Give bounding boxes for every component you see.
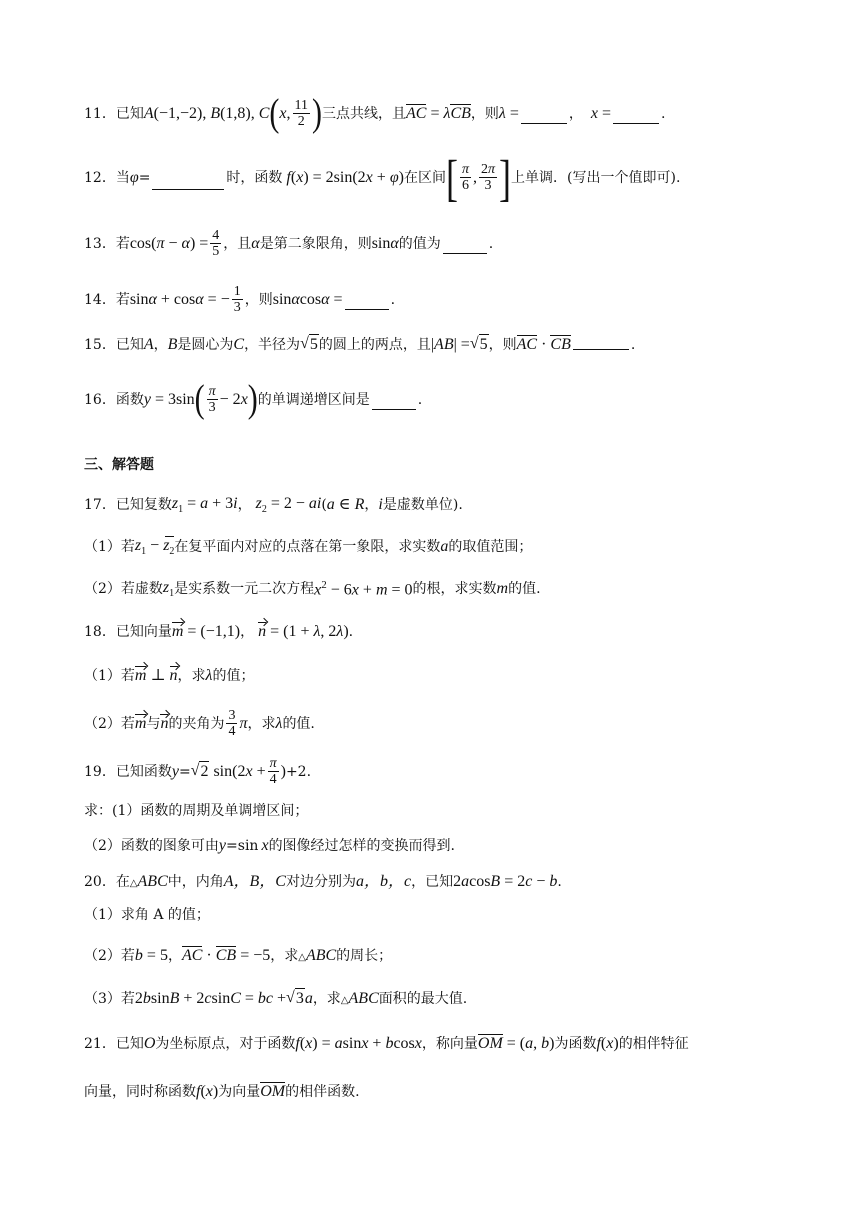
- problem-12: 12． 当 φ = 时，函数 f(x) = 2sin(2x + φ) 在区间 [ $\frac{\pi}{6}$ , $\frac{2\pi}{3}$ ] 上单调．(写出一个值即可).: [84, 150, 681, 206]
- problem-11: 11． 已知 A(−1,−2), B(1,8), C ( x, $\frac{11}{2}$ ) 三点共线，且 AC = λCB ，则 λ = ， x = .: [84, 92, 666, 136]
- answer-blank[interactable]: [613, 122, 659, 124]
- problem-number: 11．: [84, 106, 116, 123]
- problem-number: 21．: [84, 1036, 116, 1053]
- problem-18-part-2: （2）若 m 与 n 的夹角为 $\frac{3}{4}$ π ，求 λ 的值.: [84, 708, 315, 740]
- problem-number: 18．: [84, 624, 116, 641]
- problem-number: 20．: [84, 874, 116, 891]
- problem-17-part-2: （2）若虚数 $z_1$ 是实系数一元二次方程 $x^2 - 6x + m = 0$ 的根，求实数 m 的值.: [84, 579, 541, 600]
- answer-blank[interactable]: [573, 348, 629, 350]
- section-heading: 三、解答题: [84, 457, 154, 473]
- problem-20-part-1: （1）求角 A 的值；: [84, 907, 210, 923]
- math-points: A(−1,−2), B(1,8), C: [143, 104, 270, 122]
- problem-number: 15．: [84, 336, 116, 353]
- problem-number: 16．: [84, 392, 116, 409]
- problem-13: 13． 若 cos(π − α) = $\frac{4}{5}$ ，且 α 是第二象限角，则 sinα 的值为 .: [84, 228, 494, 260]
- problem-number: 17．: [84, 497, 116, 513]
- math-vector-eq: AC = λCB: [406, 104, 471, 125]
- problem-14: 14． 若 sinα + cosα = − $\frac{1}{3}$ ，则 sinαcosα = .: [84, 284, 396, 316]
- problem-18-part-1: （1）若 m ⊥ n ，求 λ 的值；: [84, 666, 790, 687]
- problem-number: 19．: [84, 764, 116, 781]
- problem-17: 17． 已知复数 $z_1 = a + 3i$ ， $z_2 = 2$ − ai ( a ∈ R ， i 是虚数单位).: [84, 495, 463, 516]
- problem-number: 14．: [84, 292, 116, 309]
- problem-19: 19． 已知函数 y = √ 2 sin(2x + $\frac{\pi}{4}$ ) +2.: [84, 756, 312, 788]
- problem-20-part-3: （3）若 2bsinB + 2csinC = bc + √ 3 a ，求 △ABC 面积的最大值.: [84, 988, 790, 1010]
- answer-blank[interactable]: [443, 252, 487, 254]
- problem-20: 20． 在 △ABC 中，内角 A，B，C 对边分别为 a，b，c ，已知 2acosB = 2c − b .: [84, 873, 562, 891]
- problem-21: 21． 已知 O 为坐标原点，对于函数 f(x) = asinx + bcosx ，称向量 OM = (a, b) 为函数 f(x) 的相伴特征: [84, 1034, 790, 1055]
- problem-16: 16． 函数 y = 3sin ( $\frac{\pi}{3}$ − 2x ) 的单调递增区间是 .: [84, 378, 423, 422]
- problem-18: 18． 已知向量 m = (−1,1) ， n = (1 + λ, 2λ) .: [84, 622, 790, 643]
- problem-number: 13．: [84, 236, 116, 253]
- math-function: f(x) = 2sin(2x + φ): [286, 168, 404, 186]
- problem-20-part-2: （2）若 b = 5 ， AC · CB = −5 ，求 △ABC 的周长；: [84, 946, 790, 967]
- answer-blank[interactable]: [345, 308, 389, 310]
- answer-blank[interactable]: [152, 188, 224, 190]
- problem-number: 12．: [84, 169, 116, 186]
- problem-15: 15． 已知 A ， B 是圆心为 C ，半径为 √ 5 的圆上的两点，且 |AB| = √ 5 ，则 AC · CB .: [84, 334, 790, 356]
- answer-blank[interactable]: [372, 408, 416, 410]
- answer-blank[interactable]: [521, 122, 567, 124]
- problem-19-part-1: 求：(1）函数的周期及单调增区间；: [84, 803, 309, 819]
- problem-19-part-2: （2）函数的图象可由 y =sin x 的图像经过怎样的变换而得到.: [84, 837, 456, 855]
- problem-21-line-2: 向量，同时称函数 f(x) 为向量 OM 的相伴函数.: [84, 1082, 790, 1103]
- problem-17-part-1: （1）若 $z_1 - z_2$ 在复平面内对应的点落在第一象限，求实数 a 的取值范围；: [84, 537, 533, 558]
